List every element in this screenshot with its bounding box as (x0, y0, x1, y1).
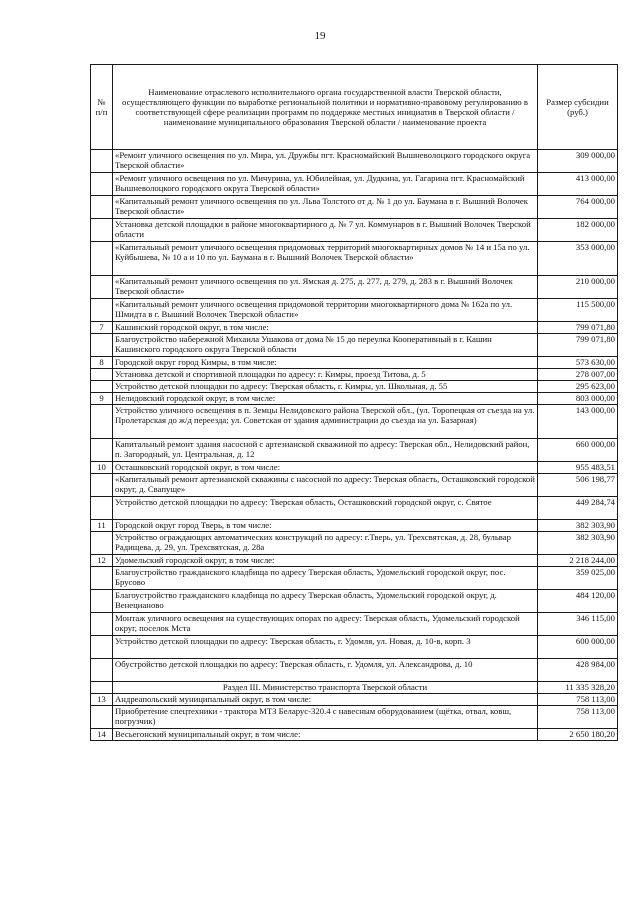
row-number (91, 405, 113, 439)
row-number (91, 196, 113, 219)
row-number (91, 276, 113, 299)
row-number: 9 (91, 393, 113, 405)
row-text: «Ремонт уличного освещения по ул. Мира, ул. Дружбы пгт. Красномайский Вышневолоцкого городского округа Тверской области» (113, 150, 538, 173)
row-amount: 660 000,00 (538, 439, 618, 462)
project-row (91, 150, 618, 173)
row-amount: 353 000,00 (538, 242, 618, 276)
row-amount: 295 623,00 (538, 381, 618, 393)
row-text: Установка детской площадки в районе многоквартирного д. № 7 ул. Коммунаров в г. Вышний Волочек Тверской области (113, 219, 538, 242)
row-number (91, 659, 113, 682)
project-row (91, 659, 618, 682)
row-amount: 210 000,00 (538, 276, 618, 299)
page-number: 19 (314, 30, 326, 42)
row-amount: 506 198,77 (538, 474, 618, 497)
row-number (91, 299, 113, 322)
row-text: Осташковский городской округ, в том числе: (113, 462, 538, 474)
row-text: Устройство детской площадки по адресу: Тверская область, Осташковский городской округ, с. Святое (113, 497, 538, 520)
project-row (91, 439, 618, 462)
project-row (91, 590, 618, 613)
row-amount: 309 000,00 (538, 150, 618, 173)
row-text: Удомельский городской округ, в том числе: (113, 555, 538, 567)
row-text: Устройство уличного освещения в п. Земцы Нелидовского района Тверской обл., (ул. Торопецкая от съезда на ул. Пролетарская до ж/д переезда; ул. Советская от здания администрации до съезда на ул. Базарная) (113, 405, 538, 439)
project-row (91, 242, 618, 276)
table-body (91, 150, 618, 741)
row-number (91, 567, 113, 590)
project-row (91, 706, 618, 729)
table-header-row (91, 65, 618, 150)
row-amount: 413 000,00 (538, 173, 618, 196)
row-amount: 115 500,00 (538, 299, 618, 322)
row-text: Обустройство детской площадки по адресу: Тверская область, г. Удомля, ул. Александрова, д. 10 (113, 659, 538, 682)
district-row (91, 322, 618, 334)
row-number (91, 474, 113, 497)
row-number (91, 150, 113, 173)
row-text: Устройство детской площадки по адресу: Тверская область, г. Кимры, ул. Школьная, д. 55 (113, 381, 538, 393)
row-text: «Капитальный ремонт уличного освещения придомовых территорий многоквартирных домов № 14 и 15а по ул. Куйбышева, № 10 а и 10 по ул. Баумана в г. Вышний Волочек Тверской области» (113, 242, 538, 276)
row-text: Капитальный ремонт здания насосной с артезианской скважиной по адресу: Тверская обл., Нелидовский район, п. Загородный, ул. Центральная, д. 12 (113, 439, 538, 462)
row-amount: 600 000,00 (538, 636, 618, 659)
row-text: Установка детской и спортивной площадки по адресу: г. Кимры, проезд Титова, д. 5 (113, 369, 538, 381)
row-text: Благоустройство гражданского кладбища по адресу Тверская область, Удомельский городской округ, д. Венецианово (113, 590, 538, 613)
project-row (91, 405, 618, 439)
row-amount: 758 113,00 (538, 694, 618, 706)
row-text: «Капитальный ремонт уличного освещения по ул. Льва Толстого от д. № 1 до ул. Баумана в г. Вышний Волочек Тверской области» (113, 196, 538, 219)
project-row (91, 567, 618, 590)
district-row (91, 694, 618, 706)
row-amount: 484 120,00 (538, 590, 618, 613)
row-text: «Капитальный ремонт уличного освещения по ул. Ямская д. 275, д. 277, д. 279, д. 283 в г. Вышний Волочек Тверской области» (113, 276, 538, 299)
row-number (91, 532, 113, 555)
row-amount: 143 000,00 (538, 405, 618, 439)
row-amount: 428 984,00 (538, 659, 618, 682)
row-text: Приобретение спецтехники - трактора МТЗ Беларус-320.4 с навесным оборудованием (щётка, отвал, ковш, погрузчик) (113, 706, 538, 729)
row-number (91, 219, 113, 242)
row-text: Весьегонский муниципальный округ, в том числе: (113, 729, 538, 741)
row-number (91, 497, 113, 520)
row-number: 13 (91, 694, 113, 706)
row-text: «Ремонт уличного освещения по ул. Мичурина, ул. Юбилейная, ул. Дудкина, ул. Гагарина пгт. Красномайский Вышневолоцкого городского округа Тверской области» (113, 173, 538, 196)
section-row (91, 682, 618, 694)
row-amount: 573 630,00 (538, 357, 618, 369)
project-row (91, 299, 618, 322)
project-row (91, 636, 618, 659)
row-number: 11 (91, 520, 113, 532)
row-number: 8 (91, 357, 113, 369)
district-row (91, 555, 618, 567)
row-number: 12 (91, 555, 113, 567)
project-row (91, 334, 618, 357)
subsidy-table (90, 64, 618, 741)
header-number: № п/п (91, 65, 113, 150)
row-number (91, 334, 113, 357)
project-row (91, 532, 618, 555)
row-amount: 764 000,00 (538, 196, 618, 219)
row-text: Устройство детской площадки по адресу: Тверская область, г. Удомля, ул. Новая, д. 10-в, корп. 3 (113, 636, 538, 659)
district-row (91, 357, 618, 369)
project-row (91, 613, 618, 636)
row-text: Городской округ город Тверь, в том числе: (113, 520, 538, 532)
row-text: Кашинский городской округ, в том числе: (113, 322, 538, 334)
section-title: Раздел III. Министерство транспорта Тверской области (113, 682, 538, 694)
row-text: Городской округ город Кимры, в том числе: (113, 357, 538, 369)
row-text: Благоустройство гражданского кладбища по адресу Тверская область, Удомельский городской округ, пос. Брусово (113, 567, 538, 590)
row-number (91, 369, 113, 381)
row-amount: 955 483,51 (538, 462, 618, 474)
row-number: 14 (91, 729, 113, 741)
header-amount: Размер субсидии (руб.) (538, 65, 618, 150)
district-row (91, 729, 618, 741)
row-amount: 449 284,74 (538, 497, 618, 520)
row-text: Благоустройство набережной Михаила Ушакова от дома № 15 до переулка Кооперативный в г. Кашин Кашинского городского округа Тверской области (113, 334, 538, 357)
row-number: 10 (91, 462, 113, 474)
project-row (91, 196, 618, 219)
row-amount: 799 071,80 (538, 334, 618, 357)
row-amount: 758 113,00 (538, 706, 618, 729)
row-number (91, 636, 113, 659)
project-row (91, 219, 618, 242)
project-row (91, 276, 618, 299)
row-number (91, 682, 113, 694)
district-row (91, 520, 618, 532)
row-amount: 11 335 328,20 (538, 682, 618, 694)
project-row (91, 173, 618, 196)
row-amount: 2 650 180,20 (538, 729, 618, 741)
header-name: Наименование отраслевого исполнительного органа государственной власти Тверской области, осуществляющего функции по выработке региональной политики и нормативно-правовому регулированию в соответствующей сфере реализации программ по поддержке местных инициатив в Тверской области / наименование муниципального образования Тверской области / наименование проекта (113, 65, 538, 150)
row-number (91, 439, 113, 462)
project-row (91, 369, 618, 381)
row-amount: 278 007,00 (538, 369, 618, 381)
row-text: «Капитальный ремонт артезианской скважины с насосной по адресу: Тверская область, Осташковский городской округ, д. Свапуще» (113, 474, 538, 497)
row-text: Андреапольский муниципальный округ, в том числе: (113, 694, 538, 706)
row-number: 7 (91, 322, 113, 334)
district-row (91, 462, 618, 474)
row-text: Монтаж уличного освещения на существующих опорах по адресу: Тверская область, Удомельский городской округ, поселок Мста (113, 613, 538, 636)
row-number (91, 381, 113, 393)
project-row (91, 497, 618, 520)
row-amount: 382 303,90 (538, 520, 618, 532)
row-number (91, 613, 113, 636)
project-row (91, 381, 618, 393)
district-row (91, 393, 618, 405)
project-row (91, 474, 618, 497)
row-text: Устройство ограждающих автоматических конструкций по адресу: г.Тверь, ул. Трехсвятская, д. 28, бульвар Радищева, д. 29, ул. Трехсвятская, д. 28а (113, 532, 538, 555)
row-number (91, 590, 113, 613)
row-amount: 799 071,80 (538, 322, 618, 334)
row-number (91, 706, 113, 729)
row-amount: 182 000,00 (538, 219, 618, 242)
row-text: Нелидовский городской округ, в том числе: (113, 393, 538, 405)
row-number (91, 173, 113, 196)
row-number (91, 242, 113, 276)
row-amount: 382 303,90 (538, 532, 618, 555)
row-text: «Капитальный ремонт уличного освещения придомовой территории многоквартирного дома № 162а по ул. Шмидта в г. Вышний Волочек Тверской области» (113, 299, 538, 322)
row-amount: 803 000,00 (538, 393, 618, 405)
row-amount: 346 115,00 (538, 613, 618, 636)
row-amount: 2 218 244,00 (538, 555, 618, 567)
row-amount: 359 025,00 (538, 567, 618, 590)
